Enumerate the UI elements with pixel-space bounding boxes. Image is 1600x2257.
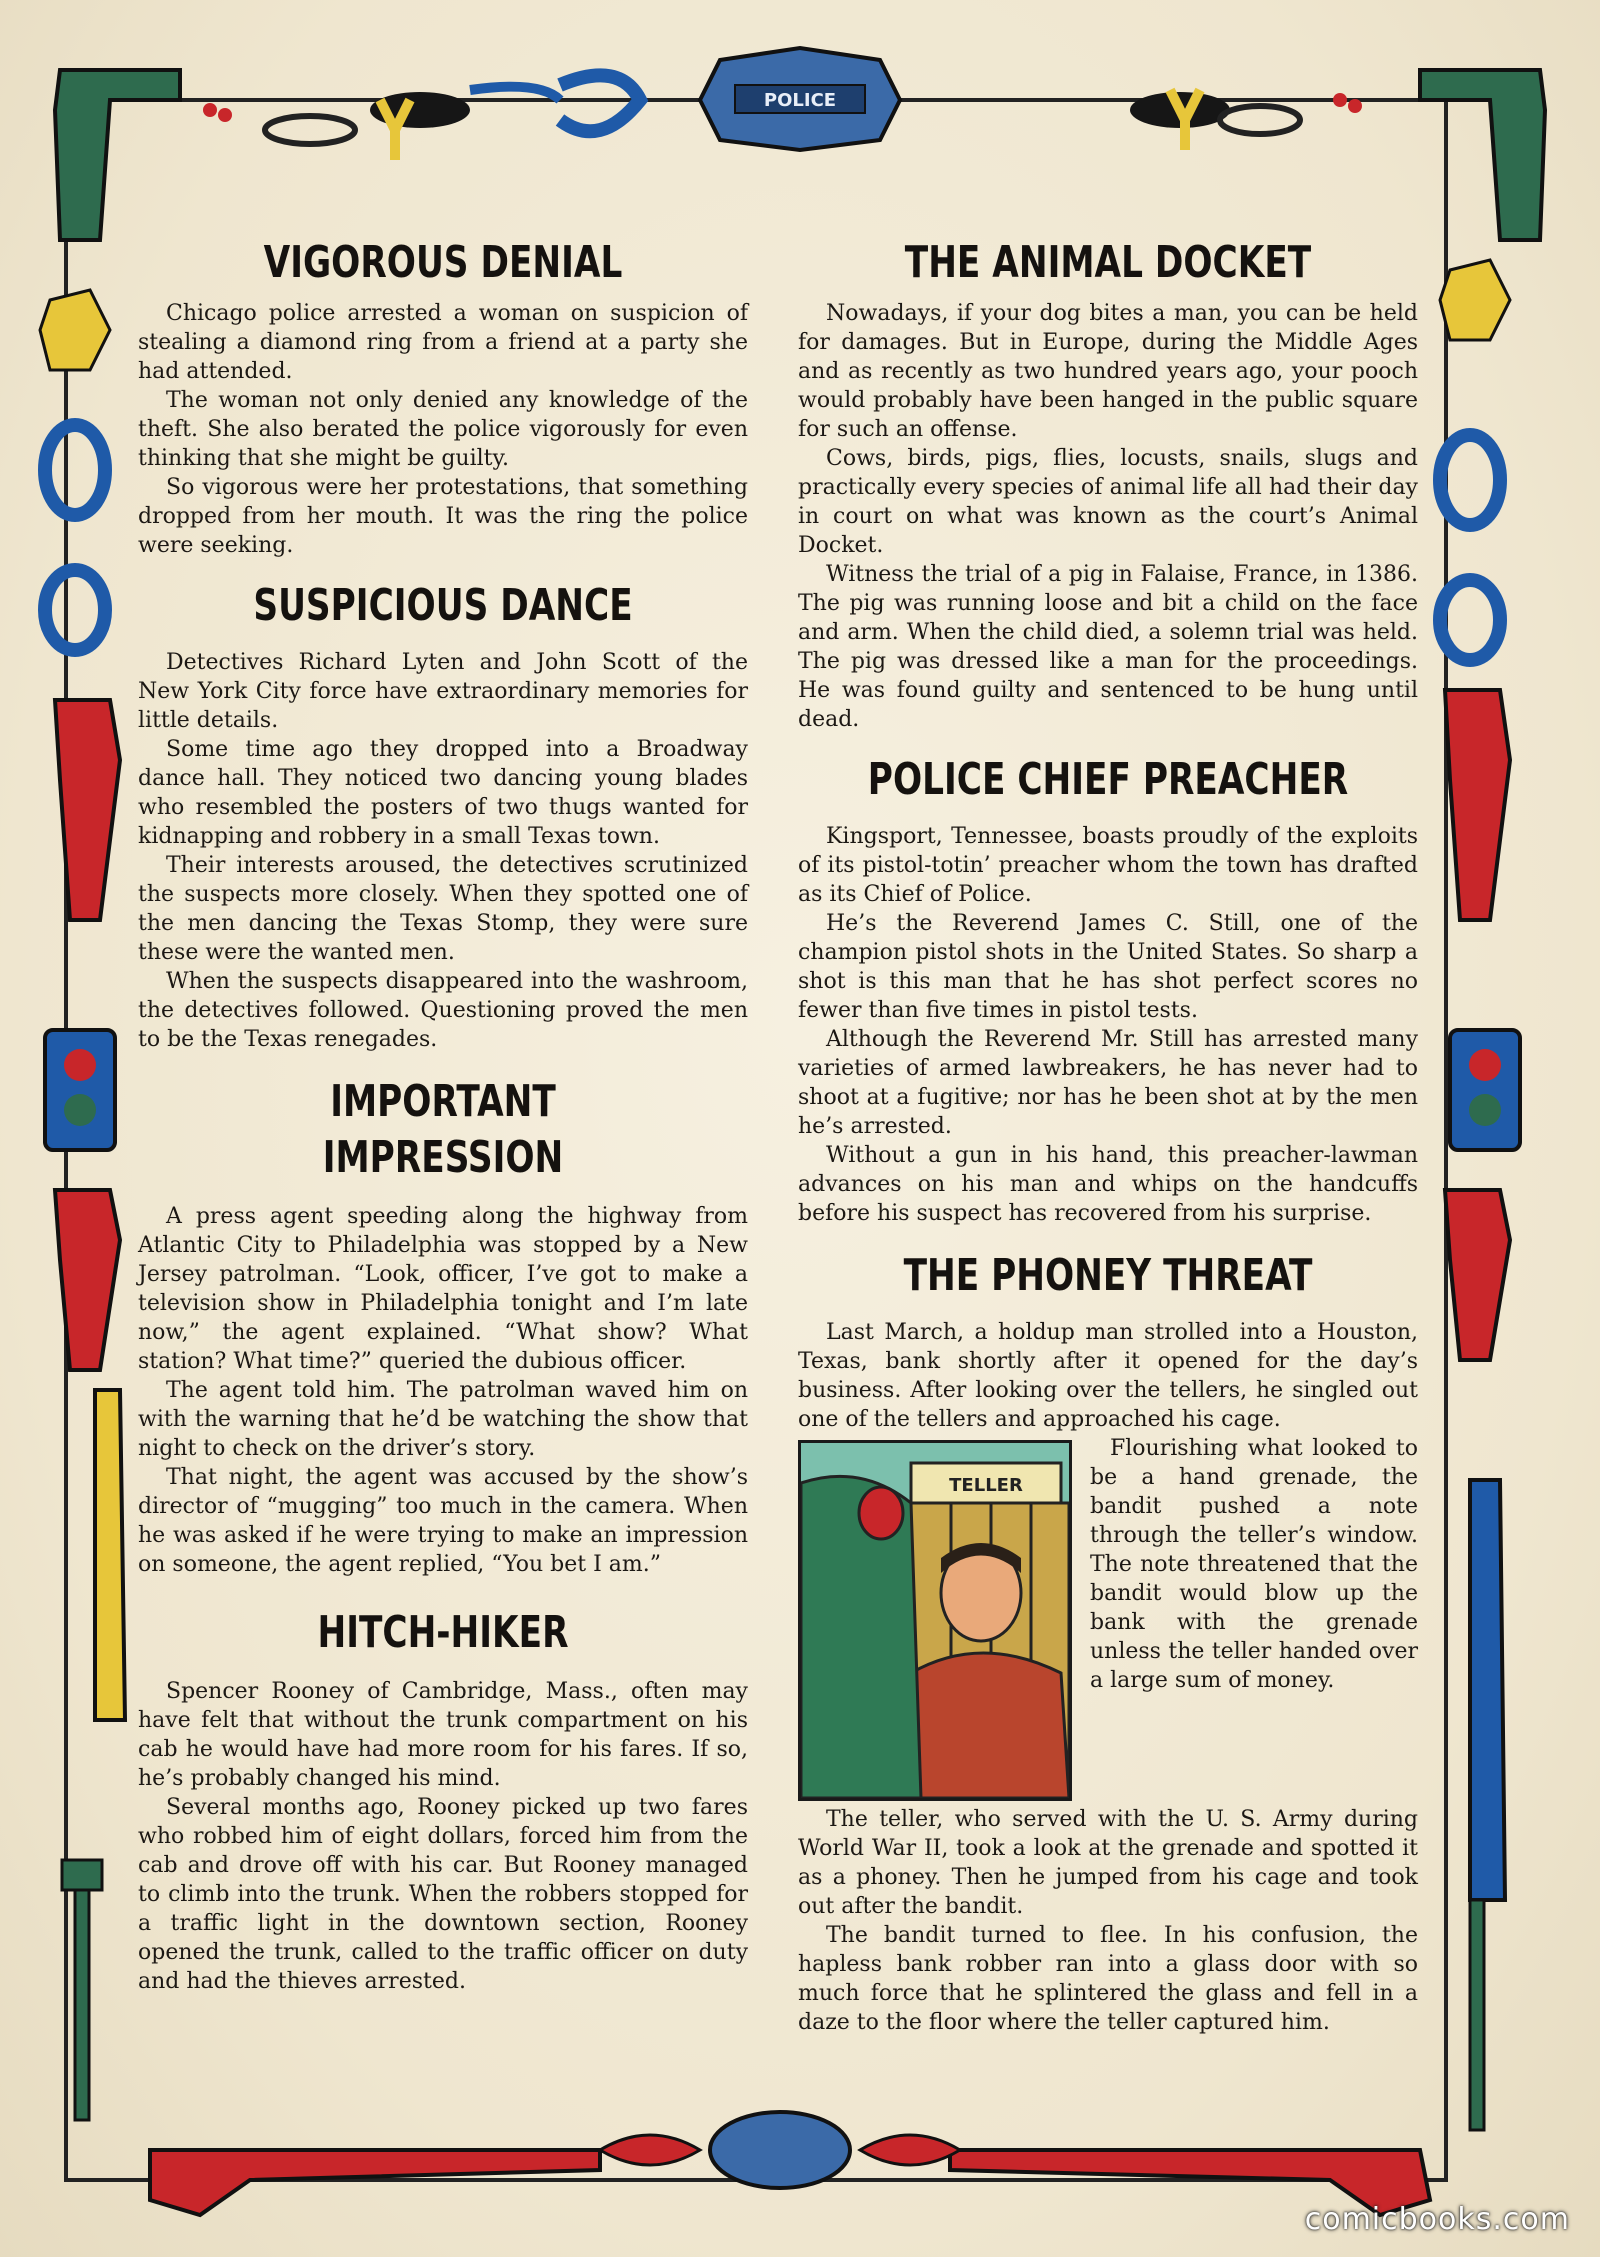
article-paragraph: Chicago police arrested a woman on suspicion of stealing a diamond ring from a friend at a party she had attended. — [138, 301, 748, 384]
article-hitch-hiker — [138, 1605, 748, 1996]
article-paragraph: Their interests aroused, the detectives scrutinized the suspects more closely. When they spotted one of the men dancing the Texas Stomp, they were sure these were the wanted men. — [138, 853, 748, 965]
article-paragraph: Witness the trial of a pig in Falaise, France, in 1386. The pig was running loose and bit a child on the face and arm. When the child died, a solemn trial was held. The pig was dressed like a man for the proceedings. He was found guilty and sentenced to be hung until dead. — [798, 562, 1418, 732]
teller-sign: TELLER — [949, 1475, 1023, 1496]
bottom-badge-icon — [600, 2112, 960, 2188]
article-paragraph: He’s the Reverend James C. Still, one of the champion pistol shots in the United States. So sharp a shot is this man that he has shot perfect scores no fewer than five times in pistol tests. — [798, 911, 1418, 1023]
article-paragraph: That night, the agent was accused by the show’s director of “mugging” too much in the camera. When he was asked if he were trying to make an impression on someone, the agent replied, “You bet I am.” — [138, 1465, 748, 1577]
article-headline: POLICE CHIEF PREACHER — [867, 754, 1349, 805]
police-badge-icon — [700, 48, 900, 150]
article-paragraph: Cows, birds, pigs, flies, locusts, snails, slugs and practically every species of animal life all had their day in court on what was known as the court’s Animal Docket. — [798, 446, 1418, 558]
watermark: comicbooks.com — [1304, 2202, 1570, 2237]
article-headline: VIGOROUS DENIAL — [263, 237, 623, 288]
article-paragraph: Although the Reverend Mr. Still has arrested many varieties of armed lawbreakers, he has never had to shoot at a fugitive; nor has he been shot at by the men he’s arrested. — [798, 1027, 1418, 1139]
article-paragraph: The bandit turned to flee. In his confusion, the hapless bank robber ran into a glass door with so much force that he splintered the glass and fell in a daze to the floor where the teller captured him. — [798, 1923, 1418, 2035]
article-paragraph: Flourishing what looked to be a hand grenade, the bandit pushed a note through the teller’s window. The note threatened that the bandit would blow up the bank with the grenade unless the teller handed over a large sum of money. — [1090, 1436, 1418, 1693]
article-headline: THE PHONEY THREAT — [903, 1250, 1313, 1301]
article-vigorous-denial — [138, 235, 748, 560]
article-headline: HITCH-HIKER — [317, 1607, 569, 1658]
article-headline: THE ANIMAL DOCKET — [904, 237, 1312, 288]
article-paragraph: When the suspects disappeared into the washroom, the detectives followed. Questioning proved the men to be the Texas renegades. — [138, 969, 748, 1052]
article-paragraph: Detectives Richard Lyten and John Scott of the New York City force have extraordinary memories for little details. — [138, 650, 748, 733]
illustration-wrap — [798, 1434, 1418, 1805]
right-column — [798, 235, 1418, 2037]
article-paragraph: So vigorous were her protestations, that something dropped from her mouth. It was the ring the police were seeking. — [138, 475, 748, 558]
article-paragraph: Without a gun in his hand, this preacher-lawman advances on his man and whips on the handcuffs before his suspect has recovered from his surprise. — [798, 1143, 1418, 1226]
article-police-chief-preacher — [798, 752, 1418, 1228]
bank-teller-illustration — [798, 1440, 1072, 1801]
article-paragraph: Kingsport, Tennessee, boasts proudly of the exploits of its pistol-totin’ preacher whom the town has drafted as its Chief of Police. — [798, 824, 1418, 907]
svg-text:POLICE: POLICE — [763, 90, 837, 111]
article-phoney-threat — [798, 1248, 1418, 2037]
article-headline: SUSPICIOUS DANCE — [253, 580, 633, 631]
article-paragraph: Some time ago they dropped into a Broadway dance hall. They noticed two dancing young blades who resembled the posters of two thugs wanted for kidnapping and robbery in a small Texas town. — [138, 737, 748, 849]
article-paragraph: The teller, who served with the U. S. Army during World War II, took a look at the grenade and spotted it as a phoney. Then he jumped from his cage and took out after the bandit. — [798, 1807, 1418, 1919]
article-paragraph: Spencer Rooney of Cambridge, Mass., often may have felt that without the trunk compartment on his cab he would have had more room for his fares. If so, he’s probably changed his mind. — [138, 1679, 748, 1791]
article-suspicious-dance — [138, 578, 748, 1054]
left-column — [138, 235, 748, 1996]
article-paragraph: The woman not only denied any knowledge of the theft. She also berated the police vigorously for even thinking that she might be guilty. — [138, 388, 748, 471]
article-animal-docket — [798, 235, 1418, 734]
article-important-impression — [138, 1074, 748, 1579]
handcuffs-icon — [470, 75, 640, 131]
article-paragraph: Several months ago, Rooney picked up two fares who robbed him of eight dollars, forced him from the cab and drove off with his car. But Rooney managed to climb into the trunk. When the robbers stopped for a traffic light in the downtown section, Rooney opened the trunk, called to the traffic officer on duty and had the thieves arrested. — [138, 1795, 748, 1994]
article-paragraph: A press agent speeding along the highway from Atlantic City to Philadelphia was stopped by a New Jersey patrolman. “Look, officer, I’ve got to make a television show in Philadelphia tonight and I’m late now,” the agent explained. “What show? What station? What time?” queried the dubious officer. — [138, 1204, 748, 1374]
article-headline: IMPORTANT IMPRESSION — [322, 1076, 564, 1183]
article-intro: Last March, a holdup man strolled into a Houston, Texas, bank shortly after it opened for the day’s business. After looking over the tellers, he singled out one of the tellers and approached his cage. — [798, 1320, 1418, 1432]
article-paragraph: Nowadays, if your dog bites a man, you can be held for damages. But in Europe, during the Middle Ages and as recently as two hundred years ago, your pooch would probably have been hanged in the public square for such an offense. — [798, 301, 1418, 442]
article-paragraph: The agent told him. The patrolman waved him on with the warning that he’d be watching the show that night to check on the driver’s story. — [138, 1378, 748, 1461]
